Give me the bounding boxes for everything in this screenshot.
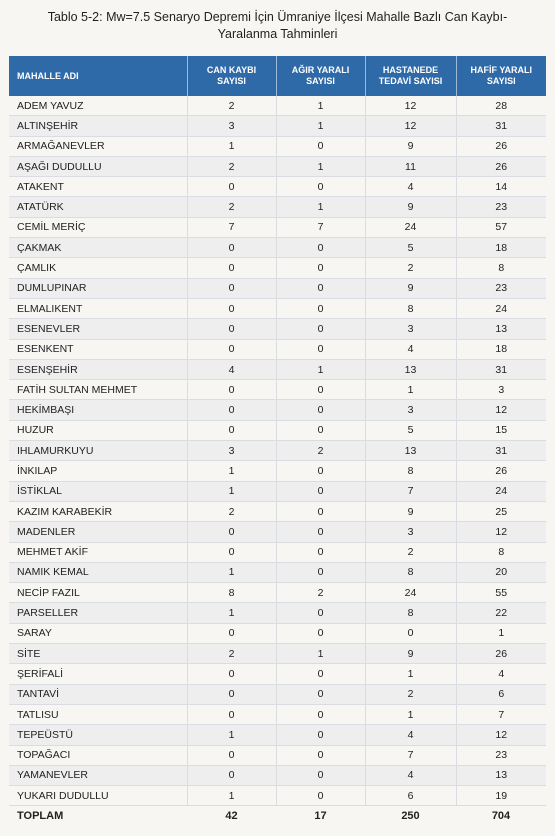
title-line-2: Yaralanma Tahminleri (217, 27, 338, 41)
mahalle-name-cell: TANTAVİ (9, 684, 187, 704)
value-cell: 0 (187, 420, 276, 440)
mahalle-name-cell: TOPAĞACI (9, 745, 187, 765)
value-cell: 5 (365, 420, 456, 440)
table-row (9, 298, 546, 318)
value-cell: 31 (456, 359, 546, 379)
table-row (9, 725, 546, 745)
value-cell: 9 (365, 136, 456, 156)
table-footer (9, 806, 546, 827)
value-cell: 0 (365, 623, 456, 643)
value-cell: 0 (276, 603, 365, 623)
column-header-hafif-yarali (456, 56, 546, 96)
value-cell: 2 (276, 441, 365, 461)
value-cell: 22 (456, 603, 546, 623)
header-row (9, 56, 546, 96)
table-body (9, 96, 546, 806)
value-cell: 0 (276, 522, 365, 542)
mahalle-name-cell: KAZIM KARABEKİR (9, 501, 187, 521)
value-cell: 12 (456, 400, 546, 420)
value-cell: 13 (456, 765, 546, 785)
header-text: HAFİF YARALI (470, 65, 532, 75)
total-cell: 42 (187, 806, 276, 827)
value-cell: 18 (456, 339, 546, 359)
value-cell: 0 (187, 765, 276, 785)
mahalle-name-cell: TATLISU (9, 704, 187, 724)
table-row (9, 644, 546, 664)
table-row (9, 583, 546, 603)
value-cell: 13 (365, 359, 456, 379)
value-cell: 7 (456, 704, 546, 724)
value-cell: 23 (456, 745, 546, 765)
value-cell: 0 (276, 420, 365, 440)
value-cell: 0 (187, 319, 276, 339)
total-label: TOPLAM (9, 806, 187, 827)
value-cell: 0 (276, 725, 365, 745)
value-cell: 24 (456, 298, 546, 318)
value-cell: 0 (187, 380, 276, 400)
value-cell: 1 (456, 623, 546, 643)
value-cell: 6 (365, 786, 456, 806)
value-cell: 1 (187, 136, 276, 156)
table-row (9, 238, 546, 258)
value-cell: 1 (187, 603, 276, 623)
value-cell: 7 (187, 217, 276, 237)
value-cell: 0 (276, 765, 365, 785)
value-cell: 0 (276, 136, 365, 156)
mahalle-name-cell: NAMIK KEMAL (9, 562, 187, 582)
value-cell: 9 (365, 644, 456, 664)
value-cell: 24 (456, 481, 546, 501)
mahalle-name-cell: ESENŞEHİR (9, 359, 187, 379)
value-cell: 0 (276, 400, 365, 420)
mahalle-name-cell: HUZUR (9, 420, 187, 440)
value-cell: 1 (365, 704, 456, 724)
value-cell: 14 (456, 177, 546, 197)
table-header (9, 56, 546, 96)
total-cell: 704 (456, 806, 546, 827)
table-row (9, 197, 546, 217)
value-cell: 4 (365, 177, 456, 197)
value-cell: 12 (365, 116, 456, 136)
value-cell: 0 (276, 461, 365, 481)
value-cell: 25 (456, 501, 546, 521)
mahalle-name-cell: YAMANEVLER (9, 765, 187, 785)
value-cell: 1 (365, 380, 456, 400)
header-text: SAYISI (486, 76, 516, 86)
value-cell: 2 (187, 644, 276, 664)
table-row (9, 156, 546, 176)
value-cell: 1 (276, 116, 365, 136)
table-row (9, 562, 546, 582)
value-cell: 9 (365, 197, 456, 217)
value-cell: 12 (456, 725, 546, 745)
value-cell: 4 (365, 339, 456, 359)
table-row (9, 745, 546, 765)
table-row (9, 441, 546, 461)
value-cell: 2 (187, 96, 276, 116)
value-cell: 8 (365, 461, 456, 481)
value-cell: 26 (456, 461, 546, 481)
mahalle-name-cell: ÇAKMAK (9, 238, 187, 258)
header-text: SAYISI (306, 76, 335, 86)
mahalle-name-cell: SİTE (9, 644, 187, 664)
value-cell: 4 (456, 664, 546, 684)
mahalle-name-cell: ESENEVLER (9, 319, 187, 339)
table-row (9, 623, 546, 643)
mahalle-name-cell: NECİP FAZIL (9, 583, 187, 603)
value-cell: 4 (365, 765, 456, 785)
mahalle-name-cell: ARMAĞANEVLER (9, 136, 187, 156)
table-row (9, 339, 546, 359)
value-cell: 23 (456, 197, 546, 217)
value-cell: 0 (187, 623, 276, 643)
value-cell: 2 (187, 197, 276, 217)
value-cell: 0 (276, 684, 365, 704)
table-row (9, 481, 546, 501)
value-cell: 1 (365, 664, 456, 684)
value-cell: 0 (187, 238, 276, 258)
table-row (9, 278, 546, 298)
value-cell: 0 (276, 745, 365, 765)
value-cell: 0 (187, 522, 276, 542)
header-text: TEDAVİ SAYISI (378, 76, 443, 86)
header-text: HASTANEDE (382, 65, 439, 75)
mahalle-name-cell: CEMİL MERİÇ (9, 217, 187, 237)
value-cell: 1 (187, 786, 276, 806)
mahalle-name-cell: İNKILAP (9, 461, 187, 481)
value-cell: 0 (276, 786, 365, 806)
value-cell: 8 (365, 603, 456, 623)
value-cell: 12 (456, 522, 546, 542)
table-row (9, 177, 546, 197)
value-cell: 7 (365, 481, 456, 501)
table-row (9, 319, 546, 339)
value-cell: 8 (187, 583, 276, 603)
value-cell: 0 (187, 704, 276, 724)
mahalle-name-cell: İSTİKLAL (9, 481, 187, 501)
value-cell: 9 (365, 501, 456, 521)
value-cell: 23 (456, 278, 546, 298)
total-cell: 17 (276, 806, 365, 827)
value-cell: 0 (276, 258, 365, 278)
mahalle-name-cell: ÇAMLIK (9, 258, 187, 278)
value-cell: 24 (365, 217, 456, 237)
value-cell: 0 (187, 298, 276, 318)
mahalle-name-cell: YUKARI DUDULLU (9, 786, 187, 806)
total-cell: 250 (365, 806, 456, 827)
value-cell: 1 (187, 461, 276, 481)
value-cell: 1 (187, 481, 276, 501)
table-row (9, 96, 546, 116)
total-row (9, 806, 546, 827)
mahalle-name-cell: TEPEÜSTÜ (9, 725, 187, 745)
mahalle-name-cell: ALTINŞEHİR (9, 116, 187, 136)
value-cell: 31 (456, 116, 546, 136)
mahalle-name-cell: ŞERİFALİ (9, 664, 187, 684)
value-cell: 0 (187, 177, 276, 197)
table-row (9, 704, 546, 724)
value-cell: 1 (187, 562, 276, 582)
mahalle-name-cell: ADEM YAVUZ (9, 96, 187, 116)
value-cell: 0 (276, 481, 365, 501)
value-cell: 2 (187, 501, 276, 521)
value-cell: 0 (276, 623, 365, 643)
value-cell: 1 (276, 96, 365, 116)
mahalle-name-cell: HEKİMBAŞI (9, 400, 187, 420)
mahalle-name-cell: IHLAMURKUYU (9, 441, 187, 461)
value-cell: 2 (276, 583, 365, 603)
table-row (9, 461, 546, 481)
mahalle-name-cell: ATATÜRK (9, 197, 187, 217)
value-cell: 0 (187, 684, 276, 704)
value-cell: 13 (456, 319, 546, 339)
value-cell: 31 (456, 441, 546, 461)
mahalle-name-cell: DUMLUPINAR (9, 278, 187, 298)
mahalle-name-cell: PARSELLER (9, 603, 187, 623)
table-row (9, 765, 546, 785)
value-cell: 0 (187, 745, 276, 765)
table-row (9, 664, 546, 684)
column-header-mahalle: MAHALLE ADI (9, 56, 187, 96)
value-cell: 3 (365, 400, 456, 420)
value-cell: 24 (365, 583, 456, 603)
table-row (9, 542, 546, 562)
table-row (9, 116, 546, 136)
mahalle-name-cell: FATİH SULTAN MEHMET (9, 380, 187, 400)
value-cell: 11 (365, 156, 456, 176)
value-cell: 0 (187, 278, 276, 298)
value-cell: 26 (456, 136, 546, 156)
value-cell: 0 (276, 664, 365, 684)
value-cell: 0 (276, 562, 365, 582)
value-cell: 28 (456, 96, 546, 116)
table-row (9, 400, 546, 420)
table-row (9, 380, 546, 400)
table-row (9, 420, 546, 440)
value-cell: 8 (456, 258, 546, 278)
mahalle-name-cell: AŞAĞI DUDULLU (9, 156, 187, 176)
value-cell: 0 (187, 542, 276, 562)
value-cell: 0 (276, 380, 365, 400)
title-line-1: Tablo 5-2: Mw=7.5 Senaryo Depremi İçin Ümraniye İlçesi Mahalle Bazlı Can Kaybı- (47, 10, 508, 24)
column-header-can-kaybi (187, 56, 276, 96)
table-row (9, 136, 546, 156)
value-cell: 0 (276, 339, 365, 359)
value-cell: 8 (456, 542, 546, 562)
table-row (9, 258, 546, 278)
value-cell: 5 (365, 238, 456, 258)
value-cell: 0 (276, 177, 365, 197)
value-cell: 0 (187, 400, 276, 420)
value-cell: 2 (365, 684, 456, 704)
value-cell: 3 (365, 319, 456, 339)
casualty-table (9, 56, 546, 826)
value-cell: 2 (365, 542, 456, 562)
table-row (9, 501, 546, 521)
value-cell: 2 (365, 258, 456, 278)
column-header-agir-yarali (276, 56, 365, 96)
value-cell: 7 (276, 217, 365, 237)
value-cell: 1 (276, 359, 365, 379)
value-cell: 3 (365, 522, 456, 542)
value-cell: 0 (276, 319, 365, 339)
header-text: SAYISI (217, 76, 246, 86)
value-cell: 0 (276, 501, 365, 521)
value-cell: 4 (187, 359, 276, 379)
value-cell: 1 (187, 725, 276, 745)
mahalle-name-cell: MADENLER (9, 522, 187, 542)
value-cell: 13 (365, 441, 456, 461)
value-cell: 19 (456, 786, 546, 806)
value-cell: 18 (456, 238, 546, 258)
table-row (9, 359, 546, 379)
table-row (9, 522, 546, 542)
value-cell: 3 (187, 116, 276, 136)
value-cell: 0 (187, 664, 276, 684)
mahalle-name-cell: SARAY (9, 623, 187, 643)
value-cell: 1 (276, 156, 365, 176)
table-row (9, 603, 546, 623)
table-row (9, 684, 546, 704)
value-cell: 3 (456, 380, 546, 400)
value-cell: 8 (365, 562, 456, 582)
value-cell: 26 (456, 156, 546, 176)
value-cell: 55 (456, 583, 546, 603)
value-cell: 0 (276, 298, 365, 318)
value-cell: 20 (456, 562, 546, 582)
table-title (0, 0, 555, 47)
value-cell: 0 (187, 339, 276, 359)
value-cell: 1 (276, 644, 365, 664)
value-cell: 7 (365, 745, 456, 765)
value-cell: 4 (365, 725, 456, 745)
value-cell: 15 (456, 420, 546, 440)
table-row (9, 786, 546, 806)
mahalle-name-cell: ESENKENT (9, 339, 187, 359)
table-row (9, 217, 546, 237)
value-cell: 3 (187, 441, 276, 461)
mahalle-name-cell: ATAKENT (9, 177, 187, 197)
value-cell: 12 (365, 96, 456, 116)
value-cell: 0 (276, 542, 365, 562)
value-cell: 6 (456, 684, 546, 704)
header-text: AĞIR YARALI (291, 65, 350, 75)
value-cell: 9 (365, 278, 456, 298)
value-cell: 26 (456, 644, 546, 664)
value-cell: 57 (456, 217, 546, 237)
value-cell: 2 (187, 156, 276, 176)
value-cell: 1 (276, 197, 365, 217)
mahalle-name-cell: ELMALIKENT (9, 298, 187, 318)
value-cell: 0 (276, 238, 365, 258)
value-cell: 8 (365, 298, 456, 318)
value-cell: 0 (187, 258, 276, 278)
value-cell: 0 (276, 278, 365, 298)
value-cell: 0 (276, 704, 365, 724)
header-text: CAN KAYBI (206, 65, 257, 75)
column-header-hastanede (365, 56, 456, 96)
mahalle-name-cell: MEHMET AKİF (9, 542, 187, 562)
